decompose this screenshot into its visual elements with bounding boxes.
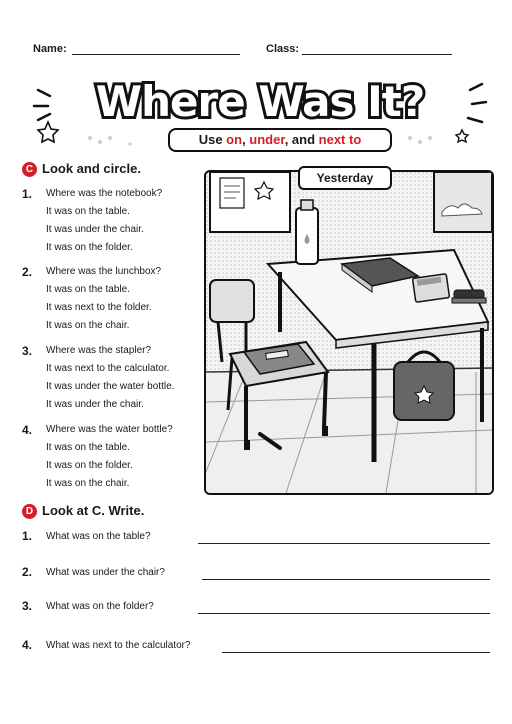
word-on: on (226, 132, 243, 147)
title-banner (30, 60, 490, 160)
word-under: under (249, 132, 285, 147)
answer-line[interactable] (222, 652, 490, 653)
section-d-heading (22, 503, 144, 519)
name-blank-line[interactable] (72, 54, 240, 55)
section-c-badge: C (22, 162, 37, 177)
bulletin-board (210, 172, 290, 232)
option[interactable]: It was next to the folder. (46, 302, 152, 313)
write-item-1: 1. What was on the table? (22, 529, 492, 549)
option[interactable]: It was on the folder. (46, 460, 133, 471)
option[interactable]: It was on the folder. (46, 242, 133, 253)
option[interactable]: It was under the chair. (46, 399, 144, 410)
star-icon (38, 122, 58, 142)
subtitle: Use on, under, and next to (168, 128, 392, 152)
lunchbox (394, 352, 454, 420)
section-c-heading (22, 161, 141, 177)
option[interactable]: It was on the chair. (46, 478, 130, 489)
option[interactable]: It was under the water bottle. (46, 381, 175, 392)
section-d-title: Look at C. Write. (42, 503, 145, 518)
section-c-title: Look and circle. (42, 161, 141, 176)
yesterday-label: Yesterday (298, 166, 392, 190)
burst-lines-right (468, 84, 486, 122)
write-item-3: 3. What was on the folder? (22, 599, 492, 619)
write-item-2: 2. What was under the chair? (22, 565, 492, 585)
section-d-badge: D (22, 504, 37, 519)
option[interactable]: It was on the table. (46, 206, 130, 217)
answer-line[interactable] (198, 543, 490, 544)
name-class-row (0, 40, 512, 60)
word-next-to: next to (318, 132, 362, 147)
option[interactable]: It was next to the calculator. (46, 363, 170, 374)
option[interactable]: It was on the table. (46, 284, 130, 295)
option[interactable]: It was on the chair. (46, 320, 130, 331)
page-title: Where Was It? (95, 77, 425, 126)
burst-lines-left (34, 90, 50, 120)
answer-line[interactable] (202, 579, 490, 580)
write-item-4: 4. What was next to the calculator? (22, 638, 492, 658)
water-bottle (296, 200, 318, 264)
option[interactable]: It was under the chair. (46, 224, 144, 235)
window (434, 172, 492, 232)
answer-line[interactable] (198, 613, 490, 614)
calculator (412, 274, 449, 302)
classroom-illustration (206, 172, 492, 493)
class-blank-line[interactable] (302, 54, 452, 55)
class-label: Class: (266, 43, 300, 55)
name-label: Name: (33, 43, 67, 55)
stapler (452, 290, 486, 303)
star-icon (456, 130, 468, 142)
classroom-scene-picture (204, 170, 494, 495)
option[interactable]: It was on the table. (46, 442, 130, 453)
